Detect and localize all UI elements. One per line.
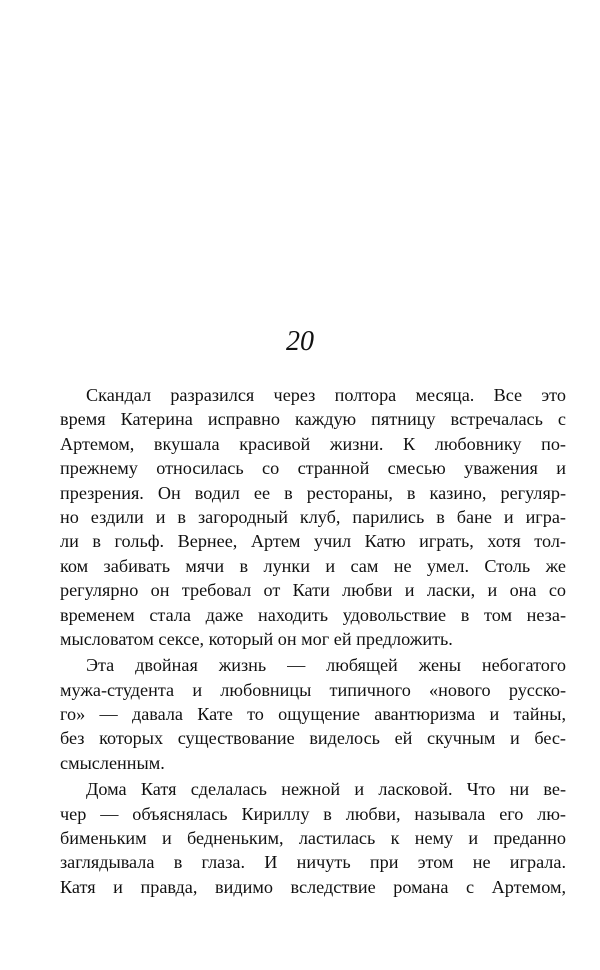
text-line: временем стала даже находить удовольствие в том неза- bbox=[60, 604, 566, 625]
text-line: бименьким и бедненьким, ластилась к нему и преданно bbox=[60, 828, 566, 849]
paragraph bbox=[60, 777, 566, 899]
text-line: мысловатом сексе, который он мог ей предложить. bbox=[60, 628, 453, 649]
text-line: презрения. Он водил ее в рестораны, в казино, регуляр- bbox=[60, 482, 566, 503]
body-text bbox=[60, 383, 566, 899]
text-line: Эта двойная жизнь — любящей жены небогатого bbox=[86, 655, 566, 676]
text-line: регулярно он требовал от Кати любви и ласки, и она со bbox=[60, 580, 566, 601]
text-line: Скандал разразился через полтора месяца. Все это bbox=[86, 385, 566, 405]
paragraph bbox=[60, 383, 566, 651]
text-line: смысленным. bbox=[60, 752, 165, 773]
text-line: время Катерина исправно каждую пятницу встречалась с bbox=[60, 409, 566, 430]
text-line: заглядывала в глаза. И ничуть при этом не играла. bbox=[60, 852, 566, 873]
text-line: Дома Катя сделалась нежной и ласковой. Что ни ве- bbox=[86, 779, 566, 800]
text-line: но ездили и в загородный клуб, парились в бане и игра- bbox=[60, 506, 566, 527]
text-line: мужа-студента и любовницы типичного «нового русско- bbox=[60, 679, 566, 700]
text-line: го» — давала Кате то ощущение авантюризма и тайны, bbox=[60, 704, 566, 725]
text-line: ли в гольф. Вернее, Артем учил Катю играть, хотя тол- bbox=[60, 531, 566, 552]
text-line: прежнему относилась со странной смесью уважения и bbox=[60, 458, 566, 479]
text-line: ком забивать мячи в лунки и сам не умел. Столь же bbox=[60, 555, 566, 576]
text-line: чер — объяснялась Кириллу в любви, называла его лю- bbox=[60, 803, 566, 824]
text-line: Артемом, вкушала красивой жизни. К любовнику по- bbox=[60, 433, 566, 454]
paragraph bbox=[60, 653, 566, 775]
text-line: без которых существование виделось ей скучным и бес- bbox=[60, 728, 566, 749]
text-line: Катя и правда, видимо вследствие романа с Артемом, bbox=[60, 876, 566, 897]
chapter-number: 20 bbox=[286, 326, 314, 357]
